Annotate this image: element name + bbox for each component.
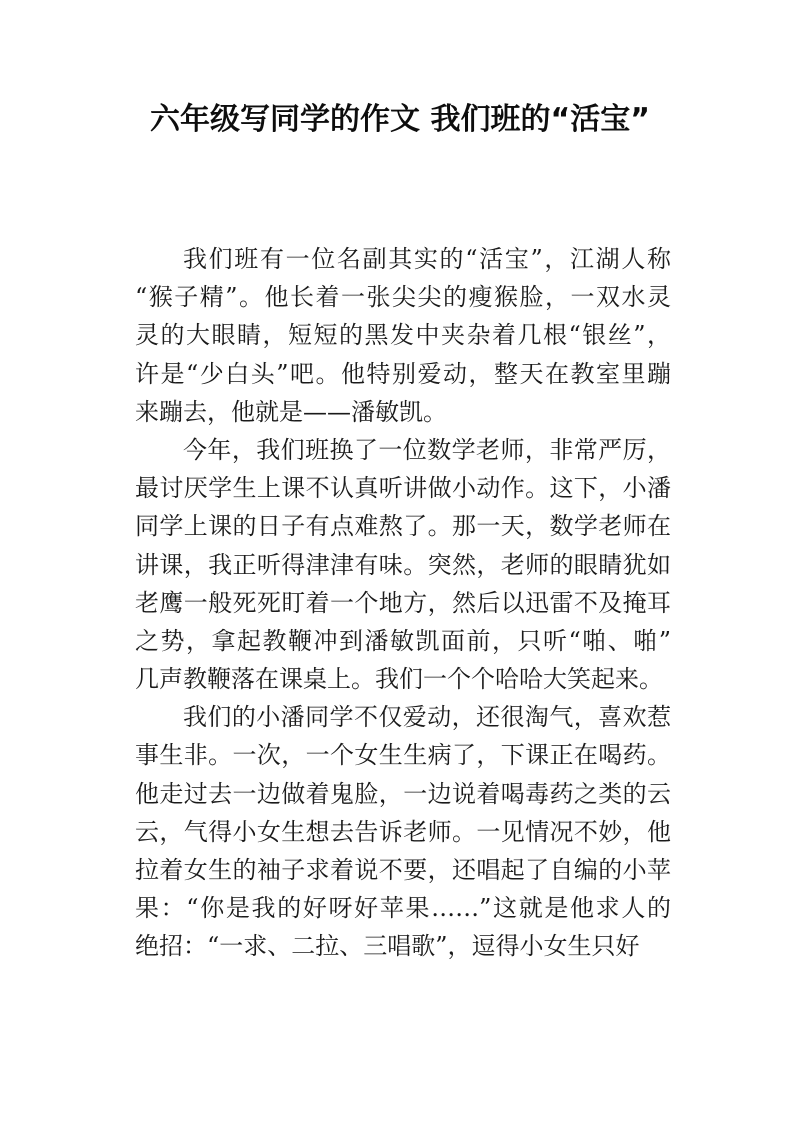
paragraph-2-line-1: 今年，我们班换了一位数学老师，非常严厉，: [183, 435, 671, 464]
paragraph-3-line-7: 绝招：“一求、二拉、三唱歌”，逗得小女生只好: [135, 932, 640, 961]
document-body: [135, 240, 671, 966]
paragraph-3-line-3: 他走过去一边做着鬼脸，一边说着喝毒药之类的云: [135, 779, 671, 808]
paragraph-3-line-2: 事生非。一次，一个女生生病了，下课正在喝药。: [135, 741, 671, 770]
paragraph-2-line-7: 几声教鞭落在课桌上。我们一个个哈哈大笑起来。: [135, 665, 663, 694]
paragraph-2-line-2: 最讨厌学生上课不认真听讲做小动作。这下，小潘: [135, 474, 671, 503]
paragraph-2-line-3: 同学上课的日子有点难熬了。那一天，数学老师在: [135, 512, 671, 541]
paragraph-1-line-2: “猴子精”。他长着一张尖尖的瘦猴脸，一双水灵: [135, 283, 671, 312]
paragraph-3-line-1: 我们的小潘同学不仅爱动，还很淘气，喜欢惹: [183, 703, 671, 732]
paragraph-1-line-4: 许是“少白头”吧。他特别爱动，整天在教室里蹦: [135, 359, 671, 388]
paragraph-2-line-5: 老鹰一般死死盯着一个地方，然后以迅雷不及掩耳: [135, 588, 671, 617]
paragraph-3-line-4: 云，气得小女生想去告诉老师。一见情况不妙，他: [135, 817, 671, 846]
paragraph-2-line-4: 讲课，我正听得津津有味。突然，老师的眼睛犹如: [135, 550, 671, 579]
paragraph-1-line-1: 我们班有一位名副其实的“活宝”，江湖人称: [183, 245, 671, 273]
paragraph-1-line-5: 来蹦去，他就是——潘敏凯。: [135, 397, 447, 426]
paragraph-1-line-3: 灵的大眼睛，短短的黑发中夹杂着几根“银丝”，: [135, 321, 671, 350]
paragraph-2-line-6: 之势，拿起教鞭冲到潘敏凯面前，只听“啪、啪”: [135, 626, 671, 655]
paragraph-3-line-5: 拉着女生的袖子求着说不要，还唱起了自编的小苹: [135, 856, 671, 884]
paragraph-3-line-6: 果：“你是我的好呀好苹果……”这就是他求人的: [135, 894, 671, 923]
document-title: 六年级写同学的作文 我们班的“活宝”: [150, 102, 650, 137]
